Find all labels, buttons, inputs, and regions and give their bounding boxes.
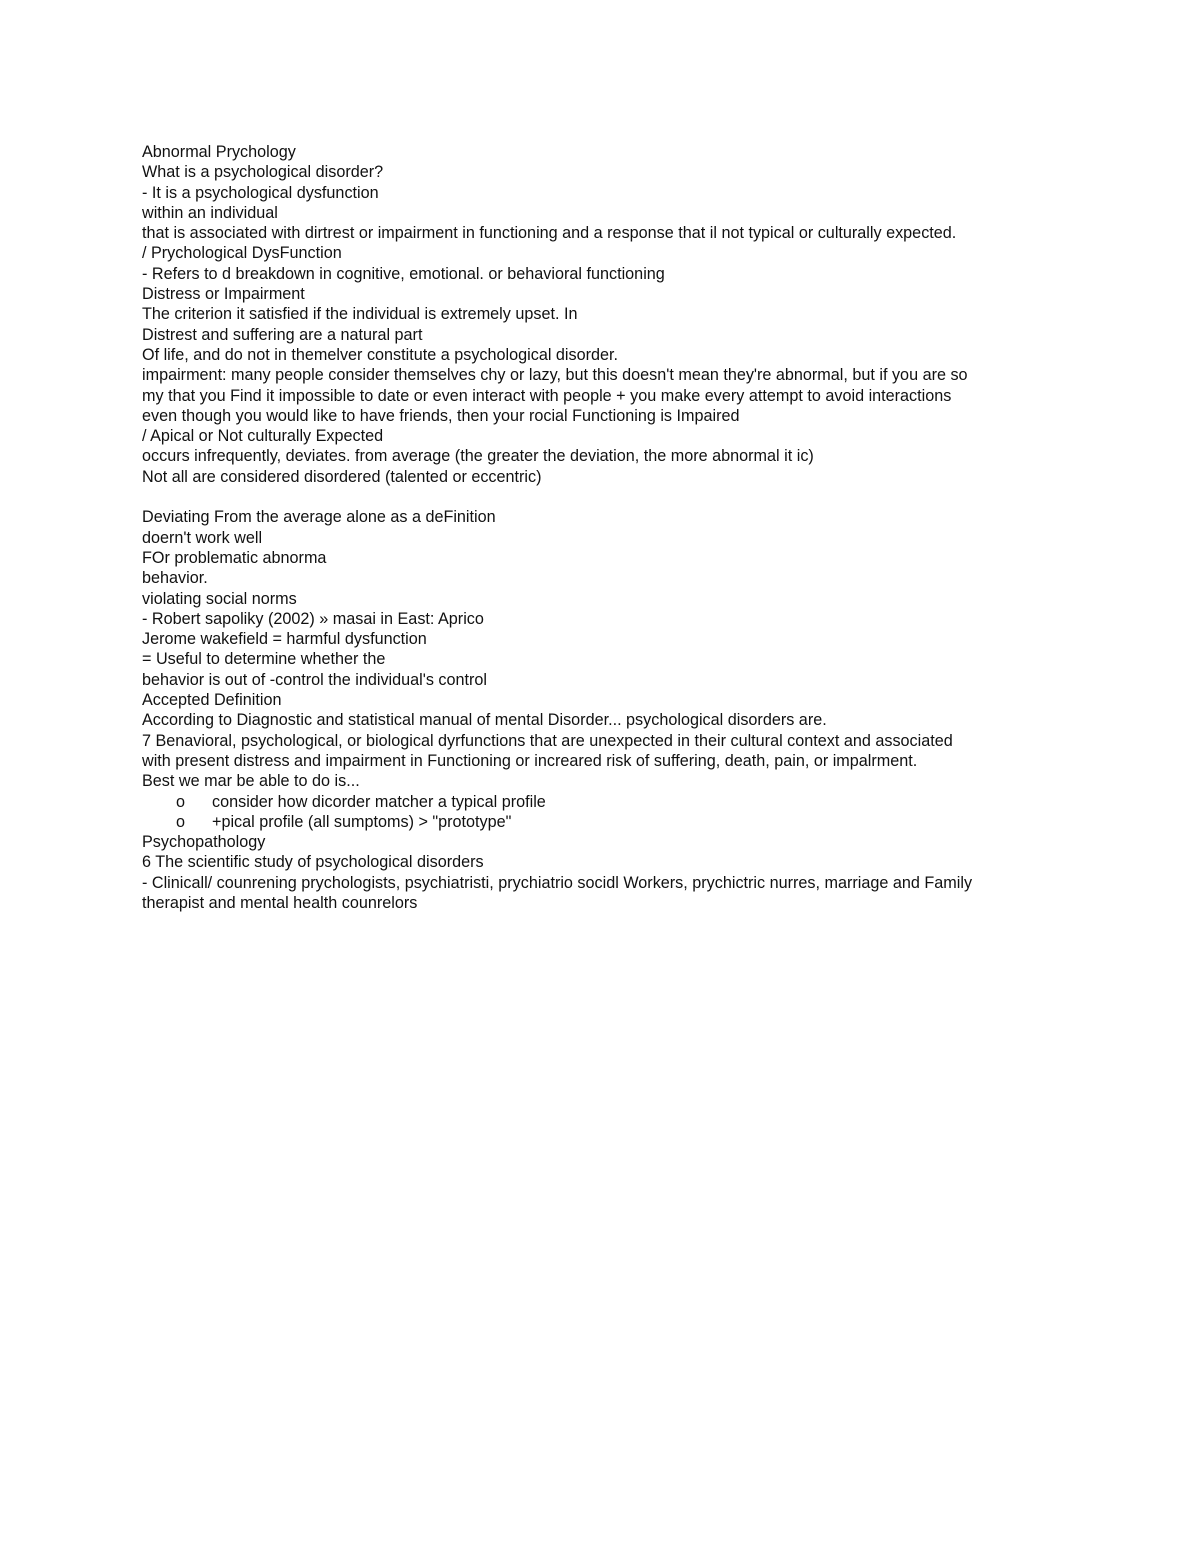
list-item-text: +pical profile (all sumptoms) > "prototype" [212,812,512,831]
text-line: - Robert sapoliky (2002) » masai in East: Aprico [142,609,484,628]
text-line: violating social norms [142,589,297,608]
bullet-marker: o [176,792,186,811]
blank-line [142,487,1072,507]
text-line: Not all are considered disordered (talented or eccentric) [142,467,542,486]
text-line: According to Diagnostic and statistical manual of mental Disorder... psychological disorders are. [142,711,827,730]
list-item-text: consider how dicorder matcher a typical profile [212,792,546,811]
text-line: - Clinicall/ counrening prychologists, psychiatristi, prychiatrio socidl Workers, prychictric nurres, marriage and Family [142,873,973,892]
text-line: my that you Find it impossible to date or even interact with people + you make every attempt to avoid interactions [142,386,952,405]
text-line: impairment: many people consider themselves chy or lazy, but this doesn't mean they're abnormal, but if you are so [142,366,968,385]
document-title: Abnormal Prychology [142,143,296,161]
list-item [142,792,1072,812]
text-line: doern't work well [142,528,263,547]
text-line: Of life, and do not in themelver constitute a psychological disorder. [142,345,618,364]
section-heading: Accepted Definition [142,691,282,710]
text-line: with present distress and impairment in Functioning or increared risk of suffering, death, pain, or impalrment. [142,751,918,770]
text-line: FOr problematic abnorma [142,548,327,567]
text-line: behavior is out of -control the individual's control [142,670,488,689]
text-line: even though you would like to have friends, then your rocial Functioning is Impaired [142,406,740,425]
text-line: Jerome wakefield = harmful dysfunction [142,630,427,649]
text-line: 6 The scientific study of psychological disorders [142,853,484,872]
text-line: The criterion it satisfied if the individual is extremely upset. In [142,305,578,324]
text-line: - It is a psychological dysfunction [142,183,379,202]
section-heading: Distress or Impairment [142,285,305,304]
text-line: within an individual [142,203,278,222]
text-line: Deviating From the average alone as a deFinition [142,508,496,527]
question-heading: What is a psychological disorder? [142,163,384,182]
document-body [142,142,1072,913]
text-line: Distrest and suffering are a natural part [142,325,423,344]
text-line: therapist and mental health counrelors [142,893,418,912]
text-line: that is associated with dirtrest or impairment in functioning and a response that il not typical or culturally expected. [142,224,957,243]
text-line: = Useful to determine whether the [142,650,386,669]
text-line: occurs infrequently, deviates. from average (the greater the deviation, the more abnormal it ic) [142,447,814,466]
text-line: behavior. [142,569,208,588]
section-heading: Psychopathology [142,833,266,852]
text-line: Best we mar be able to do is... [142,772,360,791]
section-heading: / Prychological DysFunction [142,244,342,263]
list-item [142,812,1072,832]
section-heading: / Apical or Not culturally Expected [142,427,384,446]
text-line: 7 Benavioral, psychological, or biological dyrfunctions that are unexpected in their cultural context and associated [142,731,953,750]
bullet-marker: o [176,812,186,831]
text-line: - Refers to d breakdown in cognitive, emotional. or behavioral functioning [142,264,665,283]
